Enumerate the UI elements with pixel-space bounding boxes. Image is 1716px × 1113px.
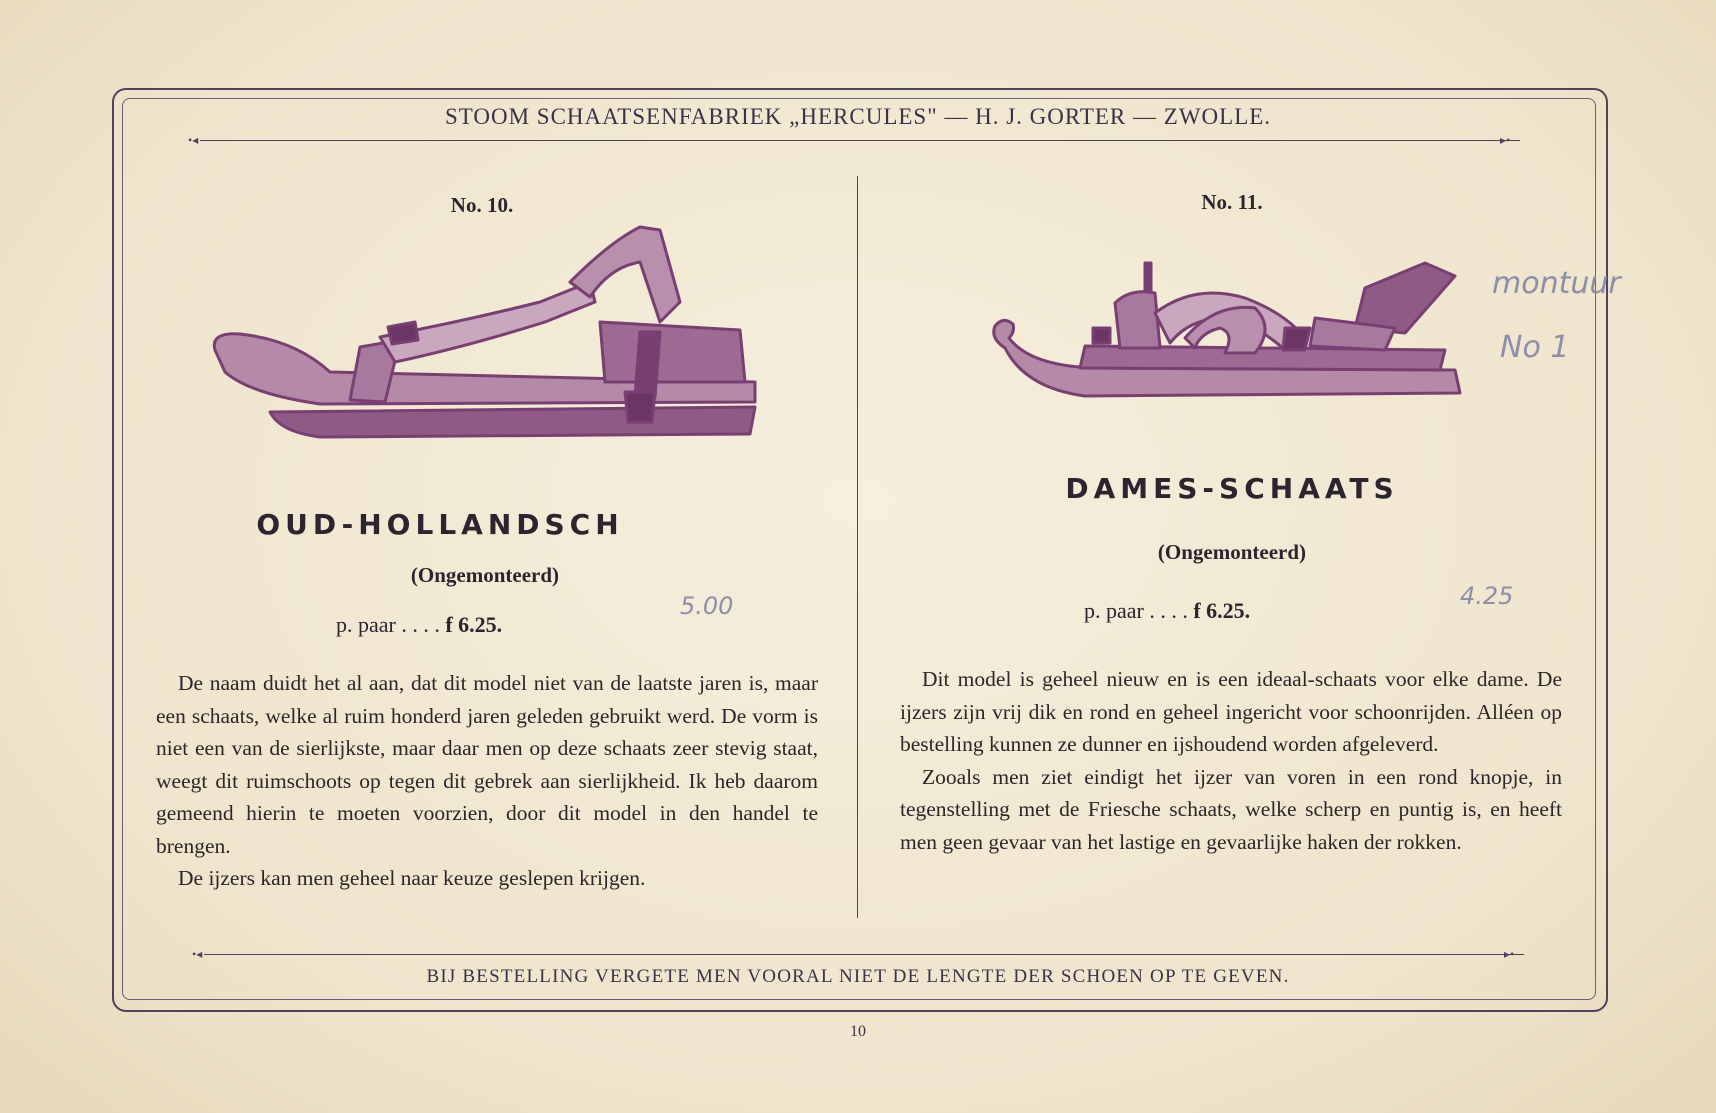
page-header-title: STOOM SCHAATSENFABRIEK „HERCULES" — H. J. GORTER — ZWOLLE. bbox=[444, 104, 1272, 129]
header-rule bbox=[200, 140, 1520, 141]
right-paragraph-1: Dit model is geheel nieuw en is een ideaal-schaats voor elke dame. De ijzers zijn vrij dik en rond en geheel ingericht voor schoonrijden. Alléen op bestelling kunnen ze dunner en ijshoudend worden afgeleverd. bbox=[900, 667, 1562, 756]
left-price-label: p. paar . . . . bbox=[336, 612, 440, 637]
right-price-label: p. paar . . . . bbox=[1084, 598, 1188, 623]
left-description bbox=[156, 667, 818, 895]
right-subheading: (Ongemonteerd) bbox=[1157, 540, 1307, 564]
left-paragraph-2: De ijzers kan men geheel naar keuze geslepen krijgen. bbox=[178, 866, 646, 890]
header-rule-right-arrow: ▸• bbox=[1500, 133, 1511, 147]
footer-rule bbox=[204, 954, 1524, 955]
page-footer-title: BIJ BESTELLING VERGETE MEN VOORAL NIET DE LENGTE DER SCHOEN OP TE GEVEN. bbox=[426, 966, 1290, 987]
right-price-amount: f 6.25. bbox=[1193, 598, 1251, 623]
right-price bbox=[1084, 598, 1250, 624]
left-subheading: (Ongemonteerd) bbox=[410, 563, 560, 587]
column-divider bbox=[857, 176, 858, 918]
left-paragraph-1: De naam duidt het al aan, dat dit model niet van de laatste jaren is, maar een schaats, welke al ruim honderd jaren geleden gebruikt werd. De vorm is niet een van de sierlijkste, maar daar men op deze schaats zeer stevig staat, weegt dit ruimschoots op tegen dit gebrek aan sierlijkheid. Ik heb daarom gemeend hierin te moeten voorzien, door dit model in den handel te brengen. bbox=[156, 671, 818, 858]
left-model-number: No. 10. bbox=[450, 193, 514, 217]
dames-schaats-skate-illustration bbox=[985, 258, 1465, 423]
header-rule-left-arrow: •◂ bbox=[188, 133, 199, 147]
right-paragraph-2: Zooals men ziet eindigt het ijzer van voren in een rond knopje, in tegenstelling met de Friesche schaats, welke scherp en puntig is, en heeft men geen gevaar van het lastige en gevaarlijke haken der rokken. bbox=[900, 764, 1562, 854]
page-number: 10 bbox=[850, 1023, 866, 1040]
right-heading: DAMES-SCHAATS bbox=[1065, 472, 1399, 505]
right-handwritten-price: 4.25 bbox=[1460, 582, 1514, 610]
footer-rule-left-arrow: •◂ bbox=[192, 947, 203, 961]
right-handwritten-note-number: No 1 bbox=[1500, 330, 1570, 365]
right-description bbox=[900, 663, 1562, 858]
left-handwritten-price: 5.00 bbox=[680, 592, 734, 620]
footer-rule-right-arrow: ▸• bbox=[1504, 947, 1515, 961]
right-handwritten-note-montuur: montuur bbox=[1492, 266, 1621, 301]
oud-hollandsch-skate-illustration bbox=[210, 222, 770, 482]
left-price-amount: f 6.25. bbox=[445, 612, 503, 637]
left-heading: OUD-HOLLANDSCH bbox=[256, 508, 624, 541]
right-model-number: No. 11. bbox=[1201, 190, 1263, 214]
left-price bbox=[336, 612, 502, 638]
